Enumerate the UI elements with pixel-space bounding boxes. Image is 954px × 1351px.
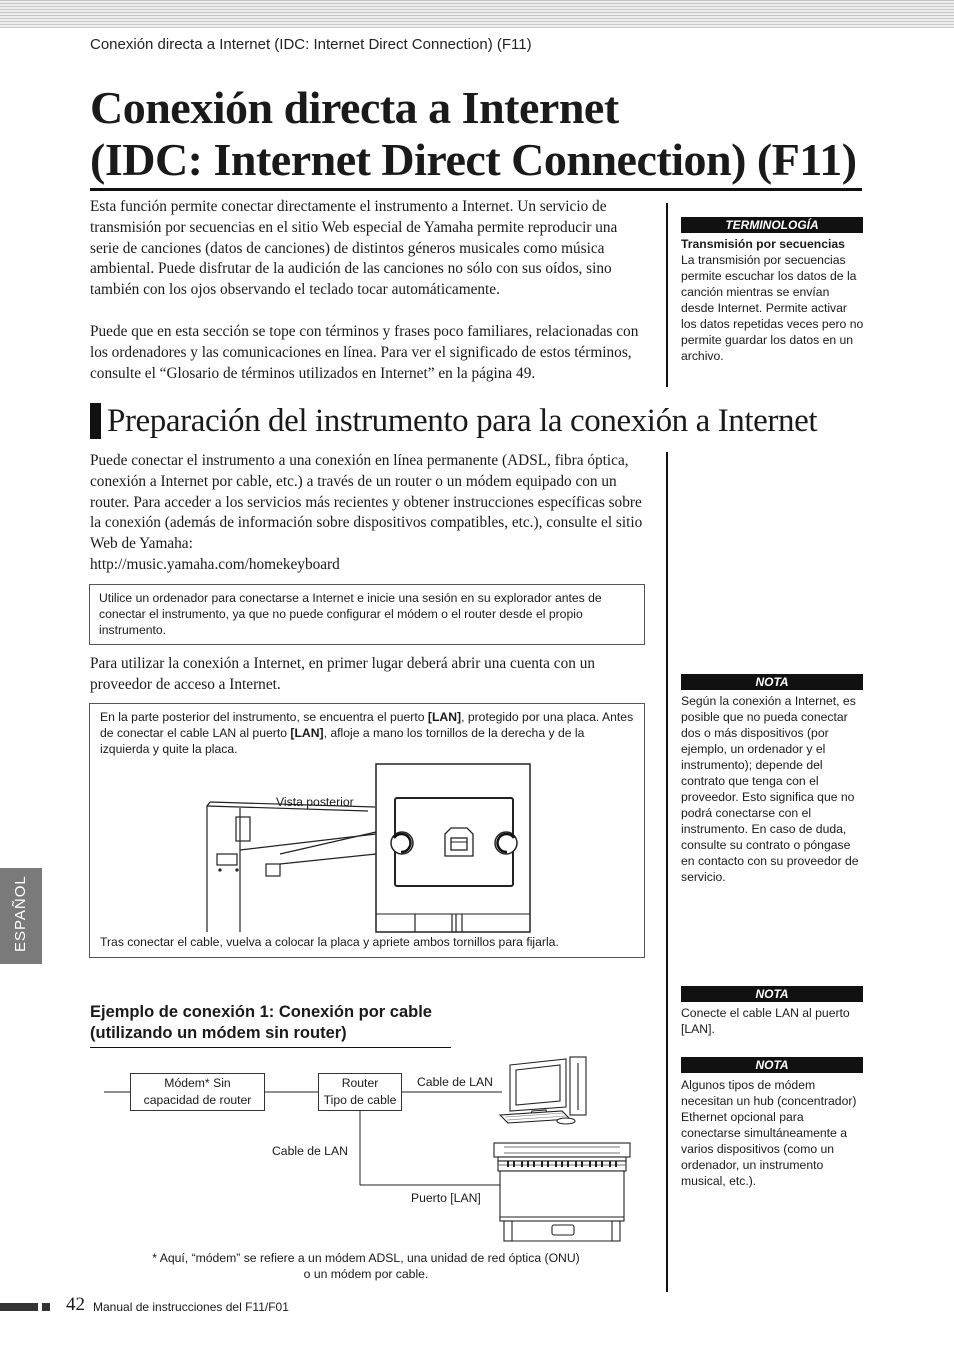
port-label: Puerto [LAN] <box>411 1191 481 1205</box>
example-heading-rule <box>90 1047 451 1048</box>
nota-2-text: Conecte el cable LAN al puerto [LAN]. <box>681 1006 850 1036</box>
title-rule <box>90 188 862 191</box>
language-tab <box>0 868 42 964</box>
caution-text: Utilice un ordenador para conectarse a Internet e inicie una sesión en su explorador antes de conectar el instrumento, ya que no puede configurar el módem o el router desde el propio instrumento. <box>99 591 602 637</box>
title-line-1: Conexión directa a Internet <box>90 82 619 133</box>
intro-paragraph-2: Puede que en esta sección se tope con términos y frases poco familiares, relacionadas con los ordenadores y las comunicaciones en línea. Para ver el significado de estos términos, consulte el “Glosario de términos utilizados en Internet” en la página 49. <box>90 323 639 382</box>
rear-view-figure <box>90 704 644 957</box>
nota-1-text: Según la conexión a Internet, es posible que no pueda conectar dos o más dispositivos (por ejemplo, un ordenador y el instrumento); depende del contrato que tenga con el proveedor. Esto significa que no podrá conectarse con el instrumento. En caso de duda, consulte su contrato o póngase en contacto con su proveedor de servicio. <box>681 694 859 884</box>
lan-key-2: [LAN] <box>290 726 324 740</box>
router-label-1: Router <box>341 1076 379 1090</box>
router-label-2: Tipo de cable <box>323 1093 397 1107</box>
footnote-line-1: * Aquí, “módem” se refiere a un módem ADSL, una unidad de red óptica (ONU) <box>152 1251 580 1265</box>
page-number: 42 <box>66 1294 85 1315</box>
router-box <box>318 1073 402 1111</box>
top-decorative-bar <box>0 0 954 28</box>
language-tab-label: ESPAÑOL <box>12 875 29 952</box>
example-heading <box>90 1002 432 1044</box>
section-paragraph-2: Para utilizar la conexión a Internet, en primer lugar deberá abrir una cuenta con un proveedor de acceso a Internet. <box>90 655 595 693</box>
terminologia-header: TERMINOLOGÍA <box>681 217 863 233</box>
footer-manual-title: Manual de instrucciones del F11/F01 <box>93 1300 289 1314</box>
footer-square <box>42 1303 50 1311</box>
intro-paragraph-1: Esta función permite conectar directamente el instrumento a Internet. Un servicio de transmisión por secuencias en el sitio Web especial de Yamaha permite reproducir una serie de canciones (datos de canciones) de distintos géneros musicales como música ambiental. Puede disfrutar de la audición de las canciones no sólo con sus oídos, sino también con los ojos observando el teclado tocar automáticamente. <box>90 198 618 299</box>
section-heading-bar <box>90 403 101 439</box>
sidebar-rule-main <box>666 452 668 1292</box>
sidebar-rule-top <box>666 203 668 387</box>
section-heading: Preparación del instrumento para la conexión a Internet <box>107 403 818 439</box>
lan-text-3: , afloje a mano los tornillos de la derecha y de la izquierda y quite la placa. <box>100 726 585 756</box>
terminologia-term: Transmisión por secuencias <box>681 237 845 251</box>
figure-label-rear-view: Vista posterior <box>276 795 354 809</box>
lan-key-1: [LAN] <box>427 710 462 724</box>
terminologia-text: La transmisión por secuencias permite escuchar los datos de la canción mientras se envían desde Internet. Permite activar los datos repetidas veces pero no permite guardar los datos en un archivo. <box>681 253 864 363</box>
nota-3-header: NOTA <box>681 1057 863 1073</box>
cable-label-1: Cable de LAN <box>417 1075 493 1089</box>
nota-3-text: Algunos tipos de módem necesitan un hub (concentrador) Ethernet opcional para conectarse simultáneamente a varios dispositivos (como un ordenador, un instrumento musical, etc.). <box>681 1078 857 1188</box>
yamaha-url[interactable]: http://music.yamaha.com/homekeyboard <box>90 556 340 573</box>
page-title <box>90 82 870 186</box>
example-heading-line-2: (utilizando un módem sin router) <box>90 1024 347 1042</box>
lan-text-2: , protegido por una placa. Antes de conectar el cable LAN al puerto <box>100 710 634 740</box>
nota-2-header: NOTA <box>681 986 863 1002</box>
section-paragraph-1: Puede conectar el instrumento a una conexión en línea permanente (ADSL, fibra óptica, conexión a Internet por cable, etc.) a través de un router o un módem equipado con un router. Para acceder a los servicios más recientes y obtener instrucciones específicas sobre la conexión (además de información sobre dispositivos compatibles, etc.), consulte el sitio Web de Yamaha: <box>90 452 643 553</box>
footer-bar <box>0 1303 38 1311</box>
lan-text-1: En la parte posterior del instrumento, se encuentra el puerto <box>100 710 428 724</box>
cable-label-2: Cable de LAN <box>272 1144 348 1158</box>
lan-port-box <box>89 703 645 958</box>
running-header: Conexión directa a Internet (IDC: Internet Direct Connection) (F11) <box>90 36 532 53</box>
modem-box <box>130 1073 265 1111</box>
title-line-2: (IDC: Internet Direct Connection) (F11) <box>90 134 857 185</box>
example-heading-line-1: Ejemplo de conexión 1: Conexión por cable <box>90 1003 432 1021</box>
footnote <box>90 1250 642 1282</box>
nota-1-header: NOTA <box>681 674 863 690</box>
footnote-line-2: o un módem por cable. <box>303 1267 429 1281</box>
caution-box <box>89 584 645 645</box>
modem-label-2: capacidad de router <box>143 1093 252 1107</box>
modem-label-1: Módem* Sin <box>164 1076 231 1090</box>
lan-port-caption: Tras conectar el cable, vuelva a colocar la placa y apriete ambos tornillos para fijarla. <box>100 935 559 949</box>
